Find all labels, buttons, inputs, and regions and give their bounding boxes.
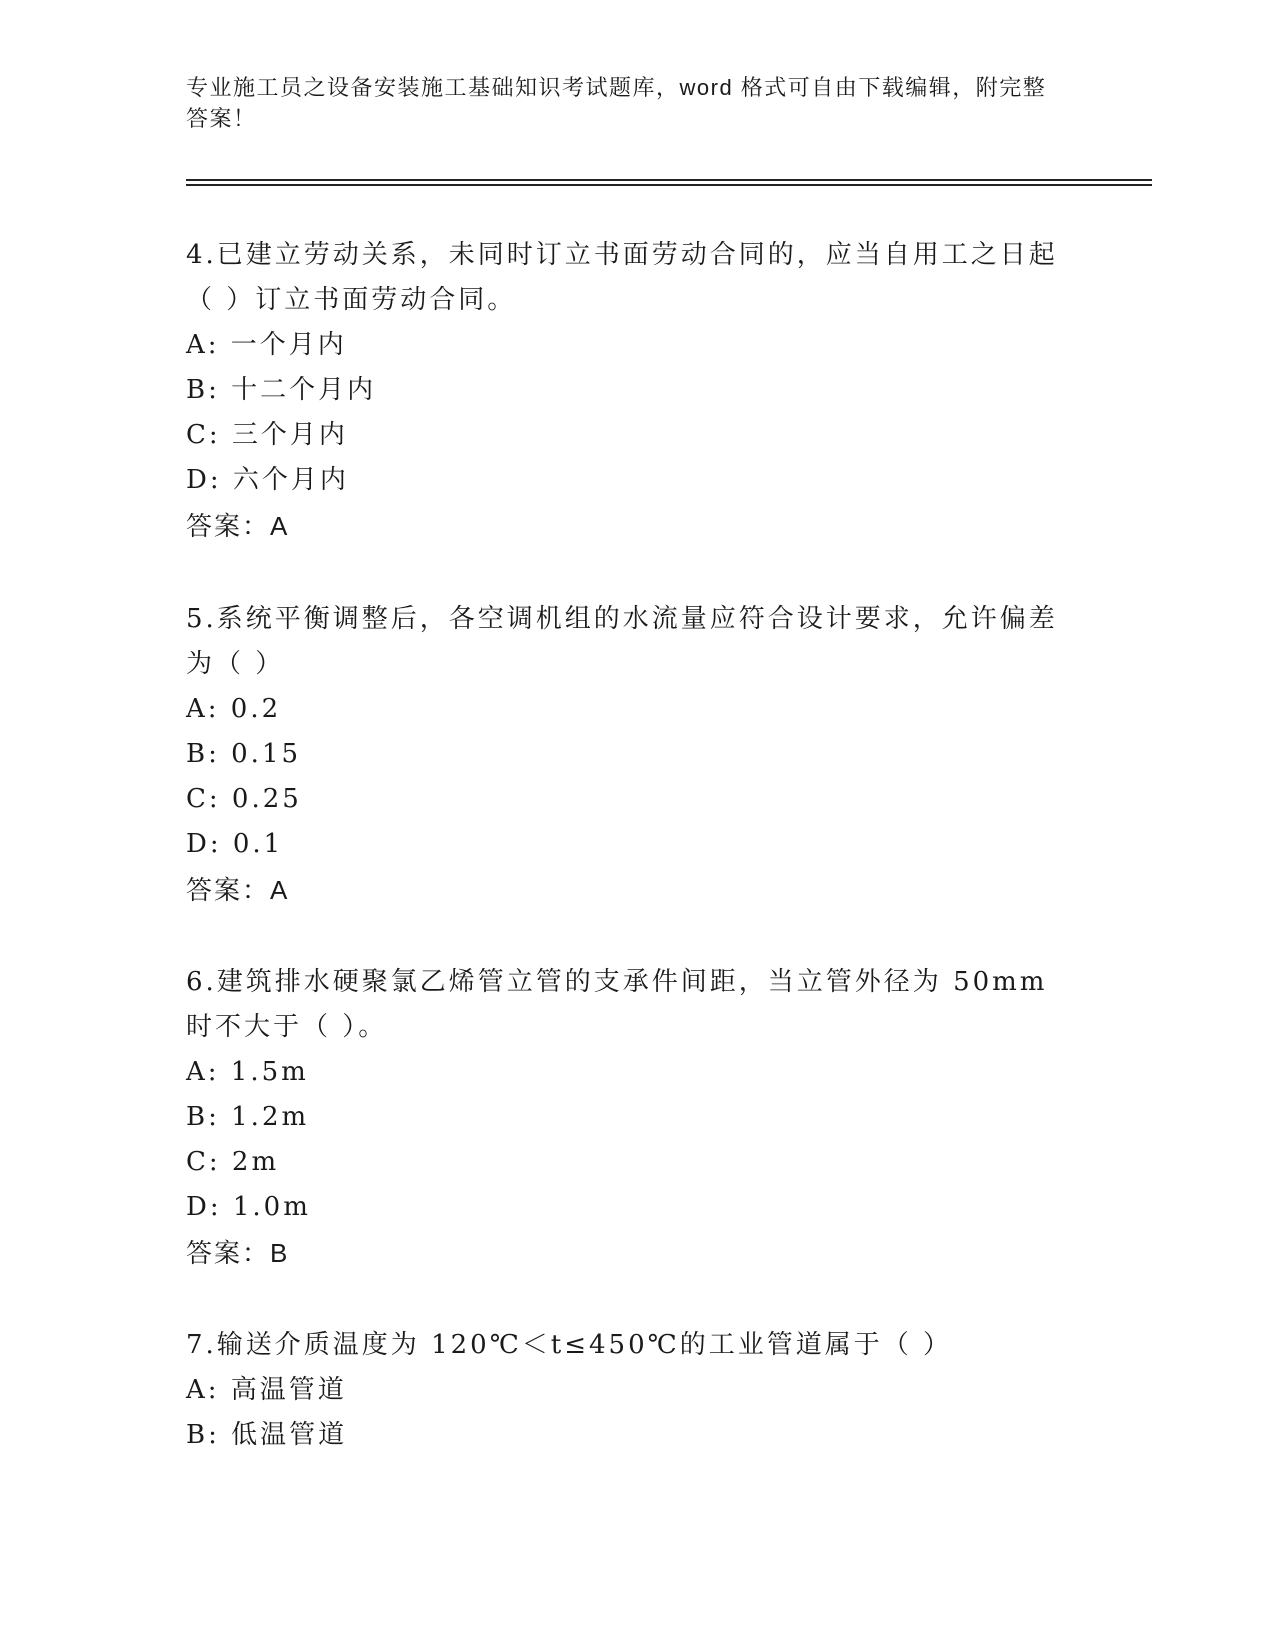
answer: 答案：A [186, 511, 290, 541]
option-c: C: 2m [186, 1147, 280, 1177]
option-a: A: 0.2 [186, 694, 282, 724]
question-text: 6.建筑排水硬聚氯乙烯管立管的支承件间距，当立管外径为 50mm 时不大于（ ）。 [186, 967, 1048, 1042]
option-c: C: 三个月内 [186, 420, 348, 450]
question-7 [186, 1323, 1086, 1458]
header-divider-bottom [186, 184, 1152, 186]
question-text: 4.已建立劳动关系，未同时订立书面劳动合同的，应当自用工之日起（ ）订立书面劳动合同。 [186, 240, 1058, 315]
option-b: B: 1.2m [186, 1102, 310, 1132]
question-5 [186, 597, 1086, 913]
option-d: D: 0.1 [186, 829, 284, 859]
answer: 答案：A [186, 875, 290, 905]
answer: 答案：B [186, 1238, 290, 1268]
document-header: 专业施工员之设备安装施工基础知识考试题库，word 格式可自由下载编辑，附完整答案！ [186, 75, 1047, 131]
option-b: B: 低温管道 [186, 1420, 348, 1450]
option-d: D: 六个月内 [186, 465, 349, 495]
option-a: A: 1.5m [186, 1057, 309, 1087]
option-c: C: 0.25 [186, 784, 302, 814]
option-a: A: 一个月内 [186, 330, 347, 360]
question-6 [186, 960, 1086, 1276]
header-divider-top [186, 179, 1152, 181]
option-b: B: 0.15 [186, 739, 302, 769]
question-4 [186, 233, 1086, 549]
option-a: A: 高温管道 [186, 1375, 347, 1405]
option-b: B: 十二个月内 [186, 375, 377, 405]
question-text: 5.系统平衡调整后，各空调机组的水流量应符合设计要求，允许偏差为（ ） [186, 604, 1058, 679]
option-d: D: 1.0m [186, 1192, 311, 1222]
question-text: 7.输送介质温度为 120℃＜t≤450℃的工业管道属于（ ） [186, 1330, 952, 1360]
